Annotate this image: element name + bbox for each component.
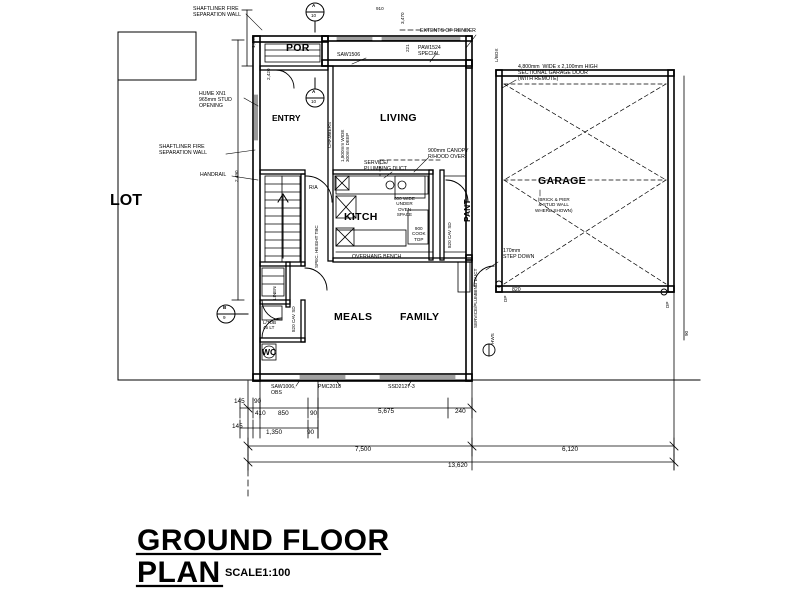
note-overhang-bench: OVERHANG BENCH [352,254,402,260]
dim-90-a: 90 [254,398,262,405]
note-handrail: HANDRAIL [200,172,227,178]
note-spec-height-tbc: SPEC. HEIGHT TBC [314,225,319,268]
room-label-entry: ENTRY [272,113,301,123]
dim-90-b: 90 [310,410,318,417]
section-marker-b-letter: B [223,305,227,310]
dim-vert-2420: 2,420 [266,68,271,80]
dim-vert-1446: 1,446 [251,36,256,48]
note-paw1524: PAW1524 SPECIAL [418,45,441,57]
house-outer-walls [253,36,472,381]
note-dp-family: DP [503,295,508,302]
note-chambers: CHAMBERS [327,121,332,148]
note-hws: HWS [490,333,495,344]
internal-walls [260,66,472,342]
room-label-meals: MEALS [334,311,373,323]
room-label-kitch: KITCH [344,211,378,223]
dim-850: 850 [278,410,289,417]
room-label-por: POR [286,42,310,54]
note-dp-garage: DP [665,301,670,308]
dim-3470: 3,470 [400,12,405,24]
note-saw1006-obs: SAW1006, OBS [271,384,296,396]
note-hume-xn1: HUME XN1 965mm STUD OPENING [199,91,232,109]
room-label-garage: GARAGE [538,175,586,187]
drawing-title-line1: GROUND FLOOR [137,524,390,557]
dim-145-a: 145 [234,398,245,405]
dim-5675: 5,675 [378,408,394,415]
note-letterbox: L/BOX [494,48,499,62]
dim-221: 221 [405,44,410,52]
dim-6120: 6,120 [562,446,578,453]
note-shaftliner-top: SHAFTLINER FIRE SEPARATION WALL [193,6,242,18]
room-label-pant: PANT [462,199,472,222]
note-canopy: 900mm CANOPY R/HOOD OVER [428,148,469,160]
note-linen: LINEN [272,286,277,300]
dim-410: 410 [255,410,266,417]
note-pmc2018: PMC2018 [318,384,342,390]
note-under-oven-space: 600 WIDE UNDER OVEN SPACE [394,196,415,218]
section-marker-a-mid-sheet: 10 [311,99,317,104]
dim-90-c: 90 [307,429,315,436]
note-820-cav-sd-pantry: 820 CAV SD [447,222,452,248]
note-garage-wall-type: (BRICK & PIER & STUD WALL WHERE SHOWN) [535,197,573,213]
note-saw1506: SAW1506 [337,52,361,58]
note-service-plumbing-duct-family: SERVICE/PLUMBING DUCT [473,268,478,328]
room-label-living: LIVING [380,112,417,124]
note-extents-of-render: EXTENTS OF RENDER [420,28,476,34]
note-return-air: R/A [309,185,318,191]
note-cooktop: 900 COOK TOP [412,226,426,242]
drawing-title-line2: PLAN [137,556,221,589]
drawing-scale: SCALE1:100 [225,567,291,579]
note-door-820: 820 [512,287,521,293]
note-recess-size: 1,800mm WIDE 300mm DEEP [340,129,351,162]
dim-vert-2490: 2,490 [234,170,239,182]
dim-910: 910 [376,6,384,11]
dim-7500: 7,500 [355,446,371,453]
section-marker-a-mid-letter: A [312,89,316,94]
room-label-lot: LOT [110,192,142,209]
downpipes [496,281,667,295]
dim-240: 240 [455,408,466,415]
section-marker-a-top-sheet: 10 [311,13,317,18]
note-laundry-tub: L/TUB 45 LT [263,320,277,331]
note-garage-door: 4,800mm WIDE x 2,100mm HIGH SECTIONAL GARAGE DOOR (WITH REMOTE) [518,64,598,82]
room-label-family: FAMILY [400,311,440,323]
door-swings [262,70,494,338]
room-label-wc: WC [262,347,277,357]
section-marker-b-sheet: 9 [223,315,226,320]
note-820-cav-sd-hall: 820 CAV SD [291,306,296,332]
note-ssd2127-3: SSD2127-3 [388,384,415,390]
dim-13620: 13,620 [448,462,468,469]
dim-145-b: 145 [232,423,243,430]
section-marker-a-top-letter: A [312,3,316,8]
note-step-down: 170mm STEP DOWN [503,248,535,260]
hot-water-service [483,344,495,356]
note-service-plumbing-duct-kitchen: SERVICE/ PLUMBING DUCT [364,160,407,172]
section-marker-b [217,305,248,323]
dim-90-right: 90 [684,330,689,336]
dim-1350: 1,350 [266,429,282,436]
note-shaftliner-left: SHAFTLINER FIRE SEPARATION WALL [159,144,208,156]
